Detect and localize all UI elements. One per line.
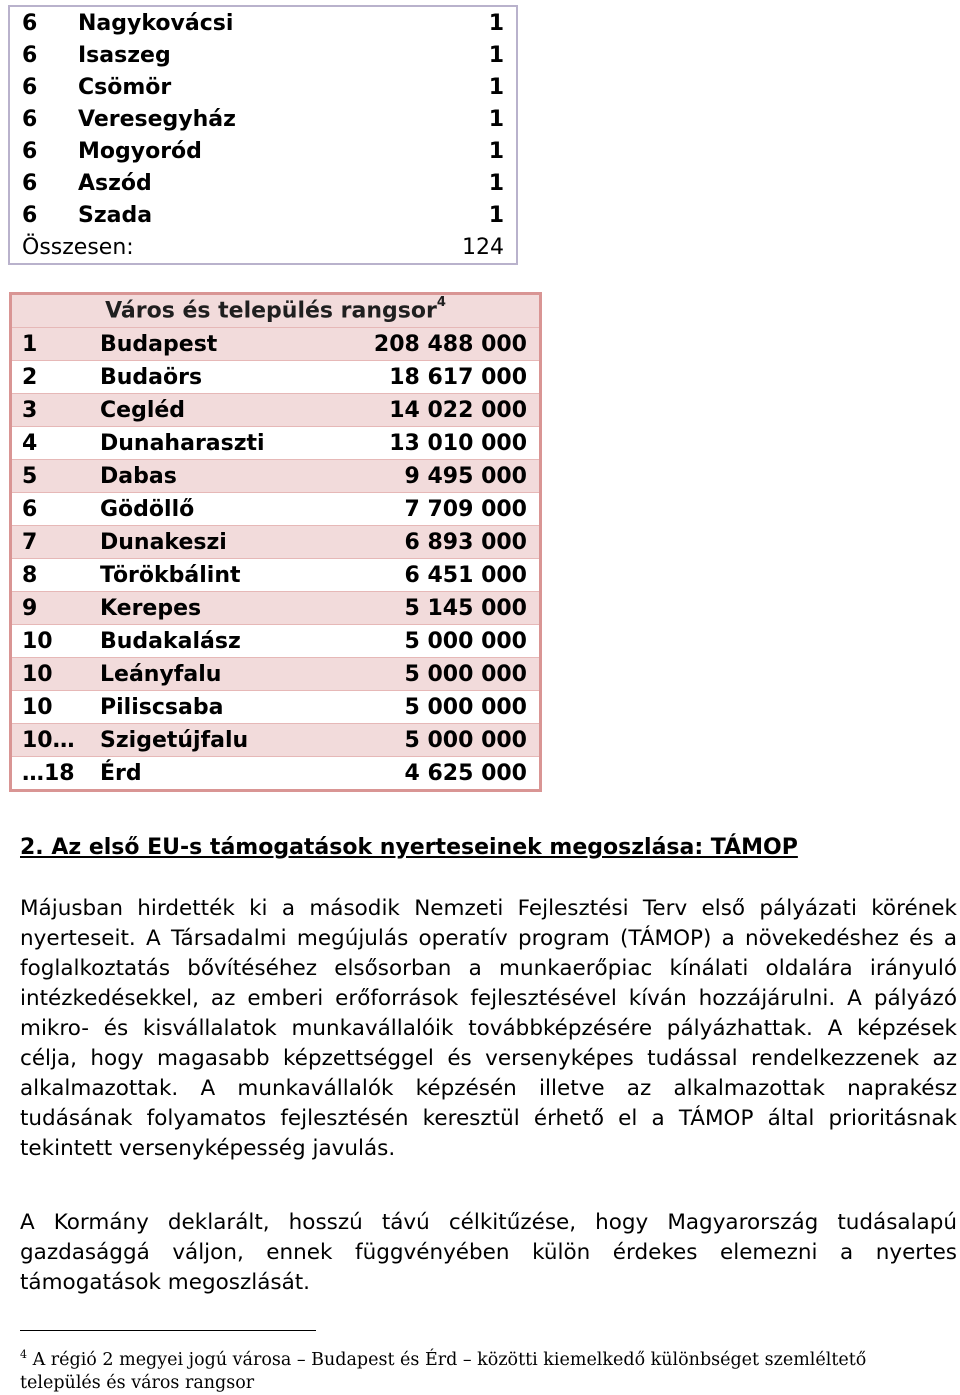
rank-cell: 6 (11, 493, 101, 526)
amount-cell: 18 617 000 (352, 361, 541, 394)
town-cell: Törökbálint (100, 559, 352, 592)
footnote-ref: 4 (436, 295, 446, 311)
count-cell: 1 (488, 138, 504, 164)
rank-cell: 10 (11, 691, 101, 724)
town-cell: Aszód (78, 170, 152, 196)
total-value: 124 (462, 234, 504, 260)
rank-cell: 10 (11, 658, 101, 691)
amount-cell: 5 000 000 (352, 724, 541, 757)
town-cell: Cegléd (100, 394, 352, 427)
amount-cell: 208 488 000 (352, 328, 541, 361)
count-cell: 1 (488, 42, 504, 68)
rank-cell: 6 (22, 106, 38, 132)
town-cell: Mogyoród (78, 138, 202, 164)
rank-cell: 9 (11, 592, 101, 625)
table-row (9, 71, 517, 103)
count-cell: 1 (488, 10, 504, 36)
table-row (9, 103, 517, 135)
rank-cell: 6 (22, 10, 38, 36)
table-row (11, 427, 541, 460)
town-cell: Budaörs (100, 361, 352, 394)
table-row (11, 526, 541, 559)
rank-cell: 6 (22, 42, 38, 68)
footnote-number: 4 (20, 1348, 27, 1361)
rank-cell: …18 (11, 757, 101, 791)
section-heading: 2. Az első EU-s támogatások nyerteseinek megoszlása: TÁMOP (20, 835, 798, 860)
town-cell: Dunakeszi (100, 526, 352, 559)
town-cell: Szada (78, 202, 153, 228)
town-cell: Dunaharaszti (100, 427, 352, 460)
table-header-row (11, 294, 541, 328)
table-row (11, 328, 541, 361)
total-label: Összesen: (22, 234, 134, 260)
town-cell: Érd (100, 757, 352, 791)
town-cell: Nagykovácsi (78, 10, 234, 36)
amount-cell: 6 893 000 (352, 526, 541, 559)
table-row (9, 39, 517, 71)
town-ranking-table (9, 292, 542, 792)
town-count-table (8, 5, 518, 265)
rank-cell: 3 (11, 394, 101, 427)
table-row (9, 167, 517, 199)
table-title (11, 294, 541, 328)
town-cell: Gödöllő (100, 493, 352, 526)
amount-cell: 13 010 000 (352, 427, 541, 460)
amount-cell: 14 022 000 (352, 394, 541, 427)
table-row (11, 757, 541, 791)
table-row (11, 493, 541, 526)
rank-cell: 1 (11, 328, 101, 361)
body-paragraph: A Kormány deklarált, hosszú távú célkitűzése, hogy Magyarország tudásalapú gazdasággá váljon, ennek függvényében külön érdekes elemezni a nyertes támogatások megoszlását. (20, 1210, 957, 1295)
table-row (11, 625, 541, 658)
rank-cell: 6 (22, 170, 38, 196)
table-row (11, 460, 541, 493)
town-cell: Szigetújfalu (100, 724, 352, 757)
town-cell: Piliscsaba (100, 691, 352, 724)
footnote-text: A régió 2 megyei jogú városa – Budapest és Érd – közötti kiemelkedő különbséget szemléltető település és város rangsor (20, 1349, 867, 1393)
table-row (11, 361, 541, 394)
rank-cell: 5 (11, 460, 101, 493)
town-cell: Budakalász (100, 625, 352, 658)
rank-cell: 4 (11, 427, 101, 460)
count-cell: 1 (488, 170, 504, 196)
footnote (20, 1343, 940, 1395)
town-cell: Veresegyház (78, 106, 236, 132)
town-cell: Kerepes (100, 592, 352, 625)
rank-cell: 2 (11, 361, 101, 394)
table-row (11, 658, 541, 691)
body-paragraph: Májusban hirdették ki a második Nemzeti Fejlesztési Terv első pályázati körének nyerteseit. A Társadalmi megújulás operatív program (TÁMOP) a növekedéshez és a foglalkoztatás bővítéséhez elsősorban a munkaerőpiac kínálati oldalára irányuló intézkedésekkel, az emberi erőforrások fejlesztésével kíván hozzájárulni. A pályázó mikro- és kisvállalatok munkavállalóik továbbképzésére pályázhattak. A képzések célja, hogy magasabb képzettséggel és versenyképes tudással rendelkezzenek az alkalmazottak. A munkavállalók képzésén illetve az alkalmazottak naprakész tudásának folyamatos fejlesztésén keresztül érhető el a TÁMOP által prioritásnak tekintett versenyképesség javulás. (20, 896, 957, 1161)
amount-cell: 7 709 000 (352, 493, 541, 526)
table-row (11, 724, 541, 757)
rank-cell: 8 (11, 559, 101, 592)
count-cell: 1 (488, 106, 504, 132)
table-row (9, 199, 517, 231)
amount-cell: 6 451 000 (352, 559, 541, 592)
table-row (11, 559, 541, 592)
rank-cell: 6 (22, 202, 38, 228)
town-cell: Isaszeg (78, 42, 171, 68)
amount-cell: 5 000 000 (352, 625, 541, 658)
town-cell: Budapest (100, 328, 352, 361)
rank-cell: 6 (22, 138, 38, 164)
amount-cell: 9 495 000 (352, 460, 541, 493)
table-row (9, 135, 517, 167)
table-row (11, 691, 541, 724)
rank-cell: 6 (22, 74, 38, 100)
count-cell: 1 (488, 202, 504, 228)
amount-cell: 5 145 000 (352, 592, 541, 625)
town-cell: Leányfalu (100, 658, 352, 691)
count-cell: 1 (488, 74, 504, 100)
rank-cell: 10… (11, 724, 101, 757)
rank-cell: 7 (11, 526, 101, 559)
table-title-text: Város és település rangsor (105, 298, 437, 324)
amount-cell: 5 000 000 (352, 691, 541, 724)
amount-cell: 4 625 000 (352, 757, 541, 791)
table-row (9, 6, 517, 39)
table-row (11, 394, 541, 427)
rank-cell: 10 (11, 625, 101, 658)
town-cell: Dabas (100, 460, 352, 493)
table-row (11, 592, 541, 625)
footnote-divider (20, 1330, 316, 1331)
amount-cell: 5 000 000 (352, 658, 541, 691)
total-row (9, 231, 517, 264)
town-cell: Csömör (78, 74, 172, 100)
